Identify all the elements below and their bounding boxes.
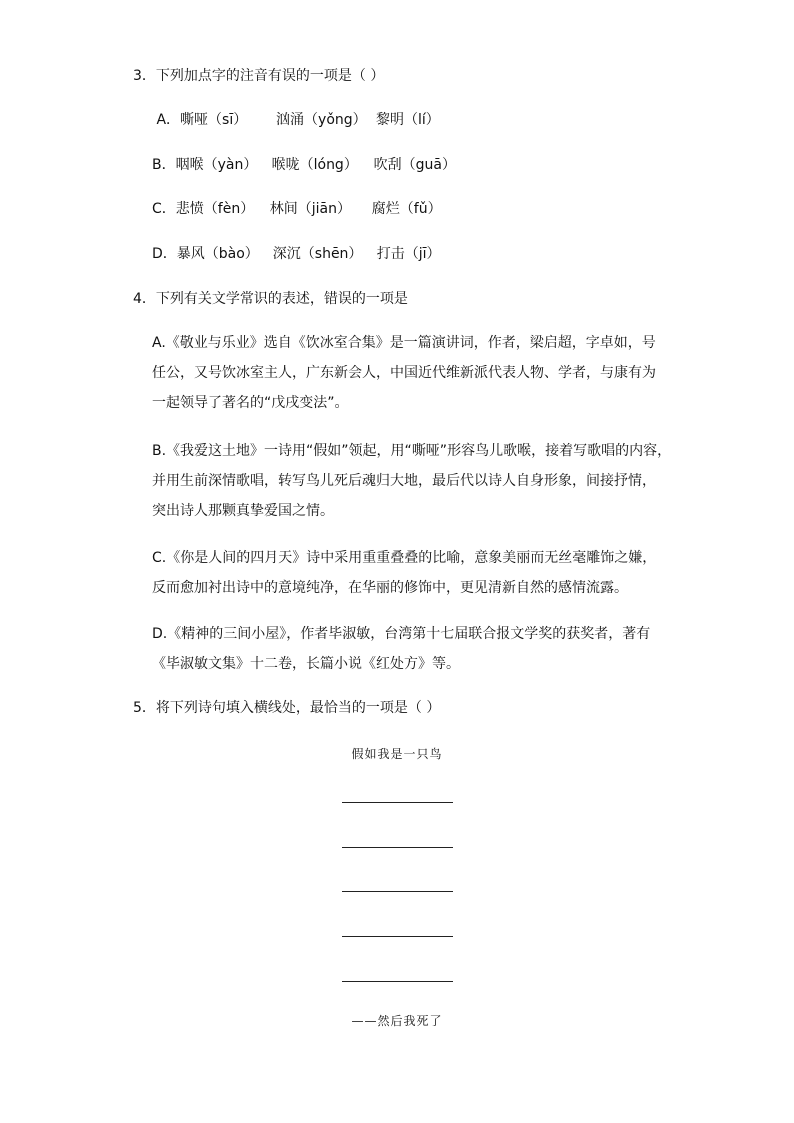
question-3-title: 3．下列加点字的注音有误的一项是（ ） [133,68,385,84]
question-5-title: 5．将下列诗句填入横线处，最恰当的一项是（ ） [133,700,441,716]
fill-blank-line [342,936,453,937]
q4-option-a [152,328,682,418]
poem-last-line: ——然后我死了 [351,1014,443,1028]
fill-blank-line [342,981,453,982]
fill-blank-line [342,847,453,848]
paragraph-line: D.《精神的三间小屋》，作者毕淑敏，台湾第十七届联合报文学奖的获奖者，著有 [152,626,651,642]
option-item: 深沉（shēn） [272,246,363,262]
fill-blank-line [342,891,453,892]
q4-option-c [152,543,682,603]
option-item: 嘶哑（sī） [180,112,248,128]
option-item: 林间（jiān） [269,201,352,217]
option-item: 悲愤（fèn） [175,201,255,217]
paragraph-line: 反而愈加衬出诗中的意境纯净，在华丽的修饰中，更见清新自然的感情流露。 [152,580,628,596]
option-letter: C． [152,201,176,217]
option-item: 咽喉（yàn） [175,157,258,173]
option-letter: B． [152,157,176,173]
option-item: 吹刮（guā） [373,157,456,173]
option-item: 黎明（lí） [376,112,440,128]
poem-first-line: 假如我是一只鸟 [351,747,443,761]
q4-option-b [152,436,682,526]
paragraph-line: 一起领导了著名的“戊戌变法”。 [152,395,349,411]
q3-option-c [152,199,442,219]
q4-option-d [152,619,682,679]
option-letter: A． [156,112,181,128]
question-4-title: 4．下列有关文学常识的表述，错误的一项是 [133,291,408,307]
paragraph-line: B.《我爱这土地》一诗用“假如”领起，用“嘶哑”形容鸟儿歌喉，接着写歌唱的内容， [152,443,672,459]
paragraph-line: 任公，又号饮冰室主人，广东新会人，中国近代维新派代表人物、学者，与康有为 [152,365,656,381]
paragraph-line: 突出诗人那颗真挚爱国之情。 [152,503,334,519]
option-item: 打击（jī） [376,246,441,262]
fill-blank-line [342,802,453,803]
q3-option-a [152,110,440,130]
option-letter: D． [152,246,177,262]
q3-option-b [152,155,456,175]
paragraph-line: C.《你是人间的四月天》诗中采用重重叠叠的比喻，意象美丽而无丝毫雕饰之嫌， [152,550,657,566]
paragraph-line: A.《敬业与乐业》选自《饮冰室合集》是一篇演讲词，作者，梁启超，字卓如，号 [152,335,656,351]
option-item: 汹涌（yǒng） [276,112,367,128]
q3-option-d [152,244,441,264]
paragraph-line: 《毕淑敏文集》十二卷，长篇小说《红处方》等。 [152,656,460,672]
option-item: 暴风（bào） [176,246,259,262]
paragraph-line: 并用生前深情歌唱，转写鸟儿死后魂归大地，最后代以诗人自身形象，间接抒情， [152,473,656,489]
option-item: 喉咙（lóng） [271,157,358,173]
option-item: 腐烂（fǔ） [371,201,442,217]
